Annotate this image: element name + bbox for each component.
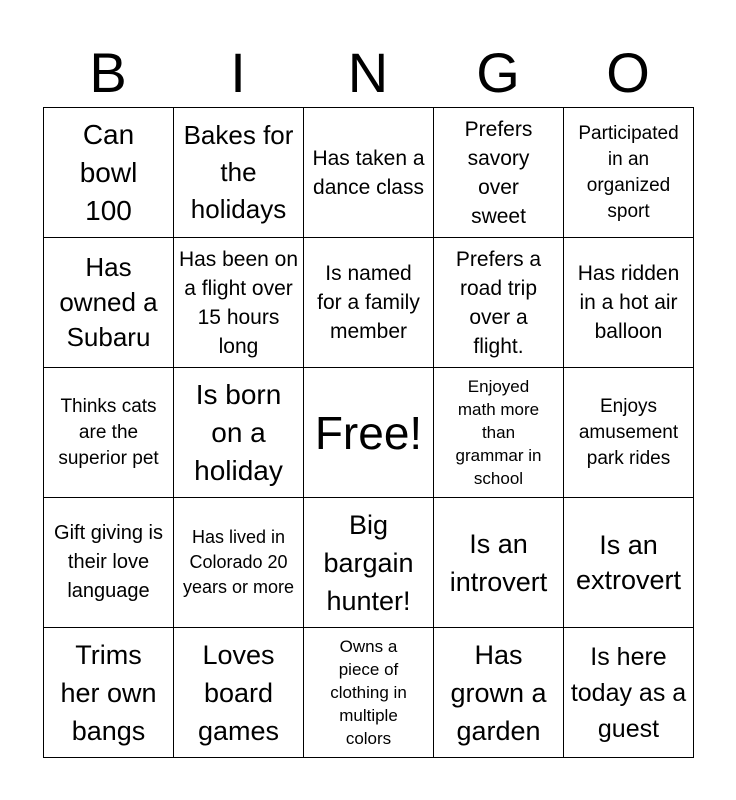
cell-text: Gift giving is their love language <box>54 522 163 602</box>
cell-text: Has taken a dance class <box>312 146 425 199</box>
cell-text: Has owned a Subaru <box>59 252 158 352</box>
cell-text: Trims her own bangs <box>60 639 157 746</box>
cell-text: Has lived in Colorado 20 years or more <box>182 527 295 597</box>
bingo-cell[interactable] <box>564 498 694 628</box>
bingo-cell[interactable] <box>434 628 564 758</box>
free-space-text: Free! <box>314 406 423 459</box>
bingo-cell[interactable] <box>44 108 174 238</box>
bingo-cell[interactable] <box>564 238 694 368</box>
cell-text: Prefers savory over sweet <box>464 117 533 228</box>
cell-text: Big bargain hunter! <box>323 509 414 616</box>
cell-text: Has been on a flight over 15 hours long <box>178 247 299 358</box>
cell-text: Owns a piece of clothing in multiple colors <box>330 637 407 748</box>
cell-text: Has grown a garden <box>450 639 547 746</box>
cell-text: Enjoys amusement park rides <box>578 395 679 469</box>
bingo-cell[interactable] <box>174 368 304 498</box>
bingo-cell[interactable] <box>434 368 564 498</box>
cell-text: Is born on a holiday <box>194 378 283 486</box>
bingo-cell[interactable] <box>434 108 564 238</box>
bingo-cell[interactable] <box>304 238 434 368</box>
bingo-cell[interactable] <box>564 628 694 758</box>
cell-text: Is an introvert <box>449 528 548 597</box>
header-letter-b: B <box>89 41 127 104</box>
bingo-cell-free[interactable] <box>304 368 434 498</box>
cell-text: Enjoyed math more than grammar in school <box>455 377 542 488</box>
bingo-cell[interactable] <box>304 628 434 758</box>
bingo-cell[interactable] <box>304 108 434 238</box>
bingo-cell[interactable] <box>564 108 694 238</box>
bingo-cell[interactable] <box>174 238 304 368</box>
cell-text: Is an extrovert <box>575 529 682 595</box>
cell-text: Is here today as a guest <box>570 642 687 743</box>
bingo-cell[interactable] <box>174 108 304 238</box>
bingo-cell[interactable] <box>44 238 174 368</box>
header-letter-n: N <box>347 41 389 104</box>
bingo-cell[interactable] <box>44 368 174 498</box>
bingo-header <box>43 40 693 106</box>
bingo-grid <box>43 107 694 758</box>
cell-text: Has ridden in a hot air balloon <box>577 262 680 343</box>
cell-text: Prefers a road trip over a flight. <box>455 247 542 358</box>
bingo-cell[interactable] <box>174 628 304 758</box>
cell-text: Can bowl 100 <box>79 118 138 226</box>
bingo-cell[interactable] <box>44 628 174 758</box>
bingo-cell[interactable] <box>174 498 304 628</box>
header-letter-i: I <box>230 41 246 104</box>
cell-text: Is named for a family member <box>317 262 420 343</box>
cell-text: Thinks cats are the superior pet <box>58 395 159 469</box>
bingo-cell[interactable] <box>304 498 434 628</box>
bingo-cell[interactable] <box>434 498 564 628</box>
bingo-cell[interactable] <box>44 498 174 628</box>
cell-text: Bakes for the holidays <box>183 120 294 224</box>
header-letter-o: O <box>606 41 650 104</box>
cell-text: Loves board games <box>197 639 280 746</box>
cell-text: Participated in an organized sport <box>578 122 679 222</box>
bingo-cell[interactable] <box>564 368 694 498</box>
header-letter-g: G <box>476 41 520 104</box>
bingo-cell[interactable] <box>434 238 564 368</box>
